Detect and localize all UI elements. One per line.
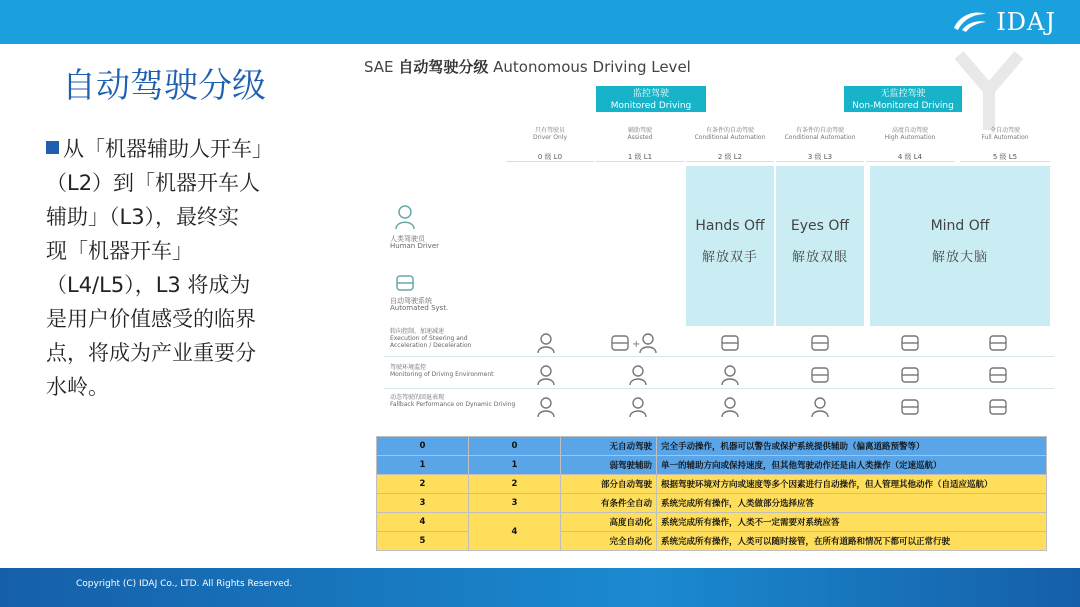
cell: 4 (377, 513, 469, 532)
car-icon (900, 364, 920, 386)
divider (384, 356, 1054, 357)
col-level: 0 级 L0 (537, 153, 563, 161)
slide-title: 自动驾驶分级 (62, 66, 266, 106)
label-cn: 动态驾驶的回退表现 (390, 394, 445, 401)
footer-bar (0, 568, 1080, 607)
label-cn: 驾驶环境监控 (390, 364, 427, 371)
car-icon (900, 396, 920, 418)
group-monitored-en: Monitored Driving (610, 101, 692, 111)
panel-hands-off-en: Hands Off (695, 218, 765, 234)
idaj-logo (950, 6, 1056, 38)
copyright-text: Copyright (C) IDAJ Co., LTD. All Rights Reserved. (76, 579, 293, 589)
row-label-human (390, 236, 439, 250)
group-non-monitored-cn: 无监控驾驶 (880, 89, 926, 99)
cell: 无自动驾驶 (561, 437, 657, 456)
col-en: High Automation (884, 134, 936, 141)
cell: 高度自动化 (561, 513, 657, 532)
car-icon (988, 364, 1008, 386)
car-icon (810, 364, 830, 386)
label-cn: 转向控制、加速减速 (390, 328, 445, 335)
cell: 1 (469, 456, 561, 475)
panel-mind-off-cn: 解放大脑 (931, 250, 988, 265)
table-row (377, 475, 1047, 494)
group-non-monitored-en: Non-Monitored Driving (852, 101, 954, 111)
column-header-l5 (960, 122, 1050, 162)
column-header-l2 (686, 122, 774, 162)
human-icon (536, 396, 556, 418)
human-icon (628, 396, 648, 418)
cell: 有条件全自动 (561, 494, 657, 513)
cell: 系统完成所有操作，人类做部分选择应答 (657, 494, 1047, 513)
svg-text:+: + (632, 339, 641, 350)
cell: 单一的辅助方向或保持速度，但其他驾驶动作还是由人类操作（定速巡航） (657, 456, 1047, 475)
human-driver-icon (394, 204, 416, 230)
label-en: Automated Syst. (390, 304, 449, 312)
human-icon (720, 364, 740, 386)
col-level: 3 级 L3 (807, 153, 833, 161)
col-cn: 有条件的自动驾驶 (795, 127, 844, 134)
car-icon (394, 272, 416, 294)
cell: 0 (377, 437, 469, 456)
cell: 部分自动驾驶 (561, 475, 657, 494)
watermark-graphic (954, 50, 1024, 130)
col-cn: 辅助驾驶 (627, 127, 652, 134)
row-label-fallback (390, 394, 530, 408)
cell: 系统完成所有操作，人类可以随时接管，在所有道路和情况下都可以正常行驶 (657, 532, 1047, 551)
sae-title-en: Autonomous Driving Level (493, 58, 691, 76)
car-icon (988, 396, 1008, 418)
panel-eyes-off-en: Eyes Off (790, 218, 850, 234)
col-en: Conditional Automation (784, 134, 856, 141)
col-cn: 全自动驾驶 (989, 127, 1020, 134)
human-icon (720, 396, 740, 418)
col-level: 5 级 L5 (992, 153, 1018, 161)
group-monitored-cn: 监控驾驶 (632, 89, 669, 99)
car-icon (810, 332, 830, 354)
group-monitored (596, 86, 706, 112)
table-row (377, 456, 1047, 475)
panel-hands-off-cn: 解放双手 (701, 250, 758, 265)
swoosh-icon (950, 8, 990, 36)
label-en: Fallback Performance on Dynamic Driving (390, 401, 516, 408)
cell: 4 (469, 513, 561, 551)
row-label-monitoring (390, 364, 510, 378)
label-cn: 人类驾驶员 (390, 235, 425, 243)
column-header-l3 (776, 122, 864, 162)
table-row (377, 494, 1047, 513)
car-icon (988, 332, 1008, 354)
label-en: Execution of Steering and Acceleration / Deceleration (390, 335, 472, 349)
row-label-system (390, 298, 448, 312)
cell: 弱驾驶辅助 (561, 456, 657, 475)
cell: 1 (377, 456, 469, 475)
panel-eyes-off (776, 166, 864, 326)
bullet-text: 从「机器辅助人开车」 （L2）到「机器开车人 辅助」（L3），最终实 现「机器开车」 （L4/L5），L3 将成为 是用户价值感受的临界 点，将成为产业重要分 水岭。 (46, 137, 273, 399)
panel-eyes-off-cn: 解放双眼 (791, 250, 848, 265)
row-label-execution (390, 328, 500, 349)
table-row (377, 513, 1047, 532)
sae-title-cn: 自动驾驶分级 (398, 58, 489, 76)
panel-mind-off (870, 166, 1050, 326)
car-icon (720, 332, 740, 354)
cell: 2 (377, 475, 469, 494)
square-bullet-icon (46, 141, 59, 154)
human-icon (536, 332, 556, 354)
col-cn: 有条件的自动驾驶 (705, 127, 754, 134)
col-en: Assisted (627, 134, 653, 141)
cell: 3 (377, 494, 469, 513)
car-plus-human-icon (610, 332, 660, 354)
column-header-l0 (506, 122, 594, 162)
col-level: 2 级 L2 (717, 153, 743, 161)
column-header-l1 (596, 122, 684, 162)
logo-text: IDAJ (996, 8, 1056, 36)
human-icon (810, 396, 830, 418)
col-level: 1 级 L1 (627, 153, 653, 161)
car-icon (900, 332, 920, 354)
panel-mind-off-en: Mind Off (930, 218, 990, 234)
cell: 根据驾驶环境对方向或速度等多个因素进行自动操作，但人管理其他动作（自适应巡航） (657, 475, 1047, 494)
human-icon (628, 364, 648, 386)
cell: 系统完成所有操作，人类不一定需要对系统应答 (657, 513, 1047, 532)
col-level: 4 级 L4 (897, 153, 923, 161)
cell: 0 (469, 437, 561, 456)
label-en: Human Driver (390, 242, 440, 250)
cell: 2 (469, 475, 561, 494)
panel-hands-off (686, 166, 774, 326)
sae-title-prefix: SAE (364, 58, 394, 76)
cell: 3 (469, 494, 561, 513)
col-cn: 只有驾驶员 (534, 127, 565, 134)
sae-figure-title (364, 56, 691, 77)
cell: 完全手动操作，机器可以警告或保护系统提供辅助（偏离道路预警等） (657, 437, 1047, 456)
label-cn: 自动驾驶系统 (390, 297, 432, 305)
divider (384, 388, 1054, 389)
label-en: Monitoring of Driving Environment (390, 371, 494, 378)
cell: 5 (377, 532, 469, 551)
level-table (376, 436, 1047, 551)
bullet-point (46, 132, 316, 404)
top-banner (0, 0, 1080, 44)
column-header-l4 (866, 122, 954, 162)
col-en: Full Automation (981, 134, 1029, 141)
col-cn: 高度自动驾驶 (891, 127, 928, 134)
group-non-monitored (844, 86, 962, 112)
col-en: Driver Only (532, 134, 568, 141)
cell: 完全自动化 (561, 532, 657, 551)
sae-level-figure (364, 50, 1080, 430)
col-en: Conditional Automation (694, 134, 766, 141)
human-icon (536, 364, 556, 386)
table-row (377, 437, 1047, 456)
